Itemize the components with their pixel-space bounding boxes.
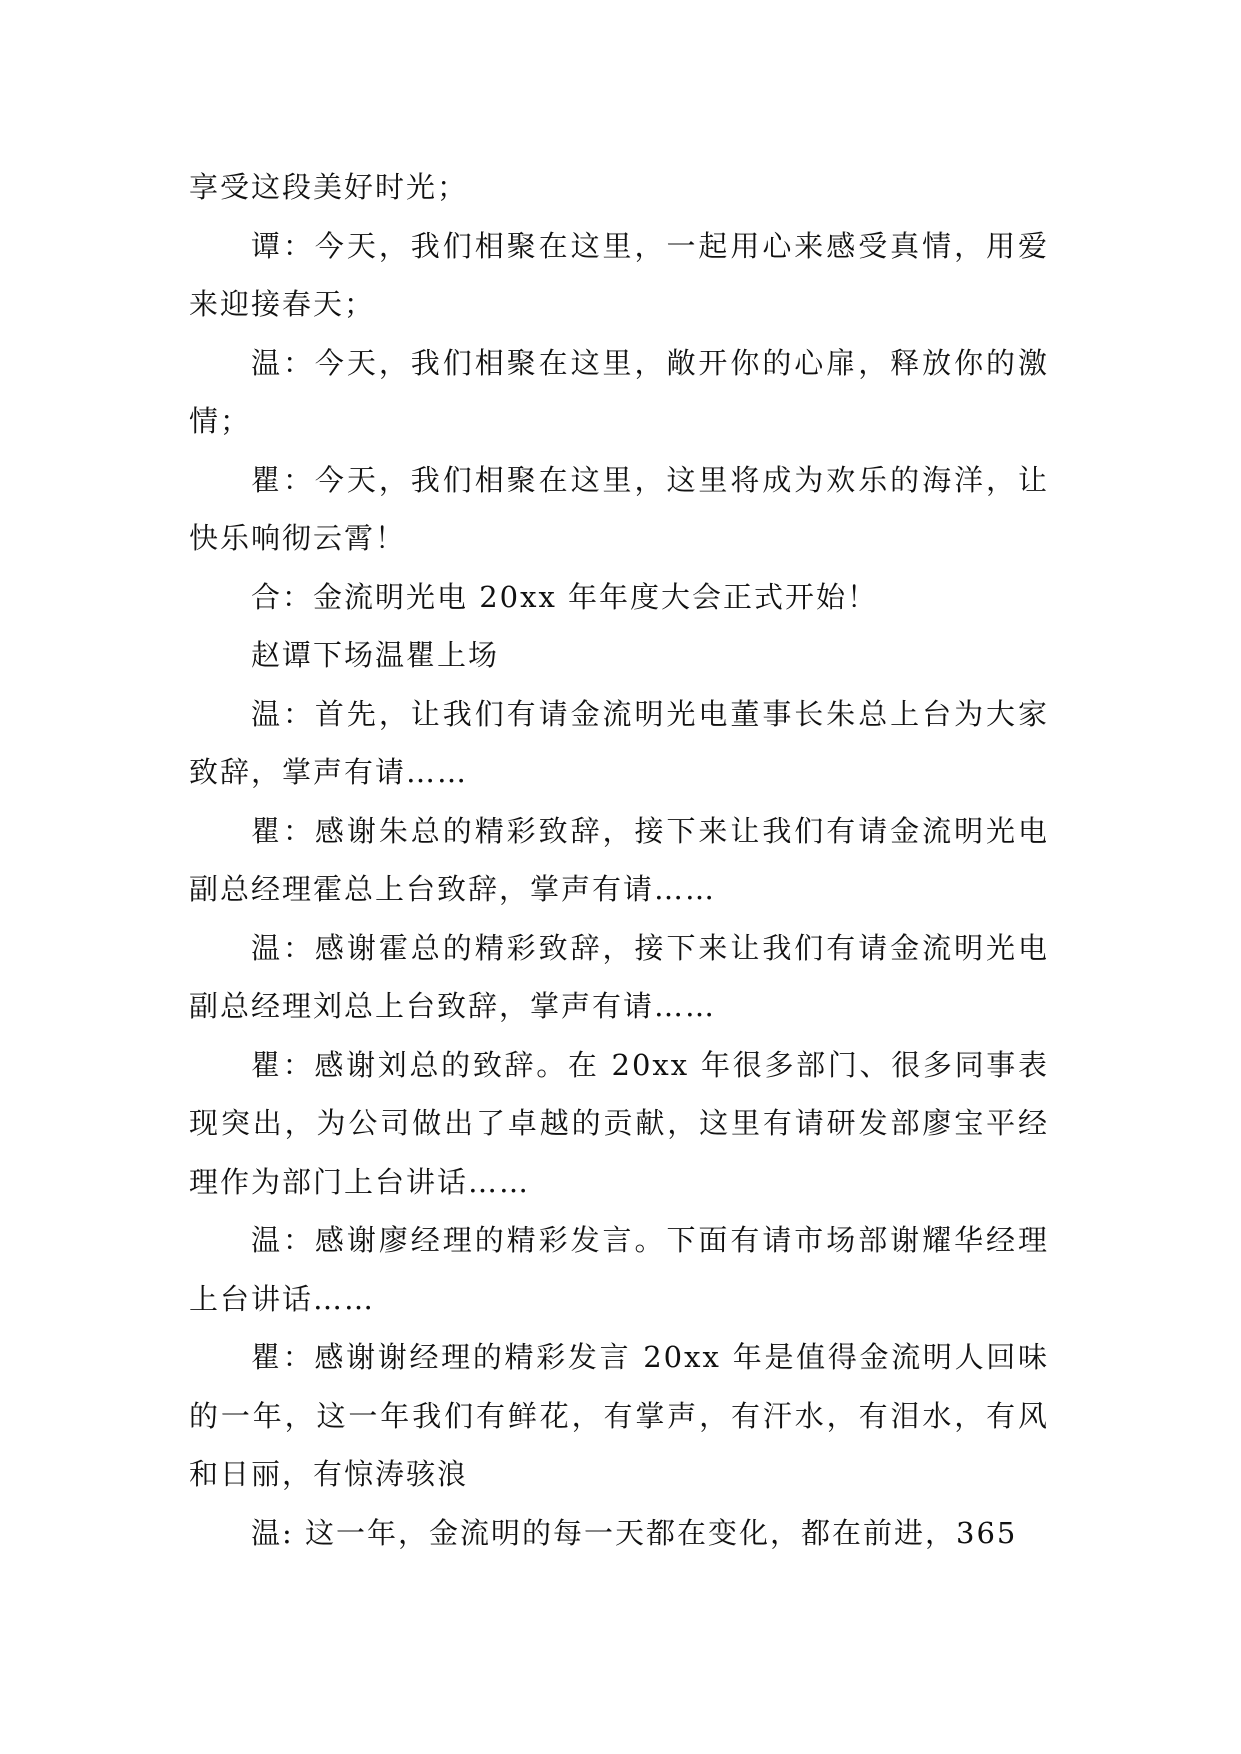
paragraph-10: 瞿：感谢刘总的致辞。在 20xx 年很多部门、很多同事表现突出，为公司做出了卓越的贡献，这里有请研发部廖宝平经理作为部门上台讲话…… <box>189 1047 1049 1199</box>
paragraph-1: 享受这段美好时光； <box>189 170 469 204</box>
paragraph-4: 瞿：今天，我们相聚在这里，这里将成为欢乐的海洋，让快乐响彻云霄！ <box>189 462 1049 555</box>
paragraph-3: 温：今天，我们相聚在这里，敞开你的心扉，释放你的激情； <box>189 345 1049 438</box>
paragraph-13: 温: 这一年，金流明的每一天都在变化，都在前进，365 <box>251 1515 1018 1550</box>
paragraph-8: 瞿：感谢朱总的精彩致辞，接下来让我们有请金流明光电副总经理霍总上台致辞，掌声有请…… <box>189 813 1049 906</box>
paragraph-9: 温：感谢霍总的精彩致辞，接下来让我们有请金流明光电副总经理刘总上台致辞，掌声有请…… <box>189 930 1049 1023</box>
paragraph-6: 赵谭下场温瞿上场 <box>251 638 500 672</box>
paragraph-12: 瞿：感谢谢经理的精彩发言 20xx 年是值得金流明人回味的一年，这一年我们有鲜花，有掌声，有汗水，有泪水，有风和日丽，有惊涛骇浪 <box>189 1340 1049 1491</box>
paragraph-11: 温：感谢廖经理的精彩发言。下面有请市场部谢耀华经理上台讲话…… <box>189 1223 1049 1316</box>
paragraph-7: 温：首先，让我们有请金流明光电董事长朱总上台为大家致辞，掌声有请…… <box>189 696 1049 789</box>
paragraph-2: 谭：今天，我们相聚在这里，一起用心来感受真情，用爱来迎接春天； <box>189 228 1049 321</box>
document-body <box>189 158 1049 1562</box>
paragraph-5: 合：金流明光电 20xx 年年度大会正式开始！ <box>251 579 879 614</box>
